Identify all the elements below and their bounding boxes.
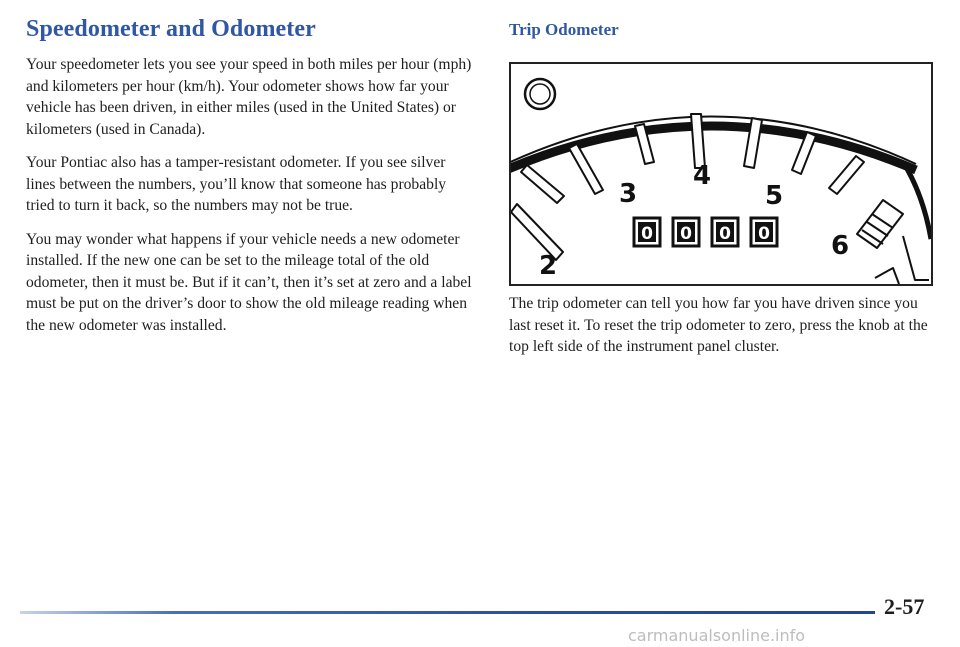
- odometer-digit: 0: [680, 224, 692, 244]
- paragraph-trip-odometer: The trip odometer can tell you how far you have driven since you last reset it. To reset the trip odometer to zero, press the knob at the top left side of the instrument panel cluster.: [509, 295, 928, 355]
- paragraph-tamper-resistant: Your Pontiac also has a tamper-resistant odometer. If you see silver lines between the numbers, you’ll know that someone has probably tried to turn it back, so the numbers may not be true.: [26, 154, 447, 214]
- gauge-label-5: 5: [765, 181, 784, 211]
- gauge-label-4: 4: [693, 161, 712, 191]
- paragraph-new-odometer: You may wonder what happens if your vehicle needs a new odometer installed. If the new one can be set to the mileage total of the old odometer, then it must be. But if it can’t, then it’s set at zero and a label must be put on the driver’s door to show the old mileage reading when the new odometer was installed.: [26, 230, 472, 334]
- gauge-label-3: 3: [619, 179, 638, 209]
- section-title: Speedometer and Odometer: [26, 16, 316, 42]
- gauge-svg: [511, 64, 931, 284]
- odometer-display: [634, 218, 777, 246]
- odometer-digit-box: [673, 218, 699, 246]
- gauge-arc-right: [903, 162, 931, 239]
- paragraph-speedometer: Your speedometer lets you see your speed in both miles per hour (mph) and kilometers per hour (km/h). Your odometer shows how far your vehicle has been driven, in either miles (used in the United States) or kilometers (used in Canada).: [26, 56, 472, 138]
- trip-odometer-illustration: [509, 62, 933, 286]
- odometer-digit: 0: [758, 224, 770, 244]
- odometer-digit: 0: [641, 224, 653, 244]
- watermark: carmanualsonline.info: [628, 626, 806, 645]
- reset-knob-inner: [530, 84, 550, 104]
- right-column: [509, 293, 934, 358]
- odometer-digit-box: [751, 218, 777, 246]
- odometer-digit: 0: [719, 224, 731, 244]
- subsection-title: Trip Odometer: [509, 20, 619, 39]
- gauge-label-6: 6: [831, 231, 850, 261]
- gauge-label-2: 2: [539, 251, 558, 281]
- footer-rule: [20, 611, 875, 614]
- odometer-digit-box: [634, 218, 660, 246]
- gauge-ticks: [511, 114, 929, 284]
- odometer-digit-box: [712, 218, 738, 246]
- left-column: [26, 54, 478, 348]
- page-number: 2-57: [884, 594, 925, 619]
